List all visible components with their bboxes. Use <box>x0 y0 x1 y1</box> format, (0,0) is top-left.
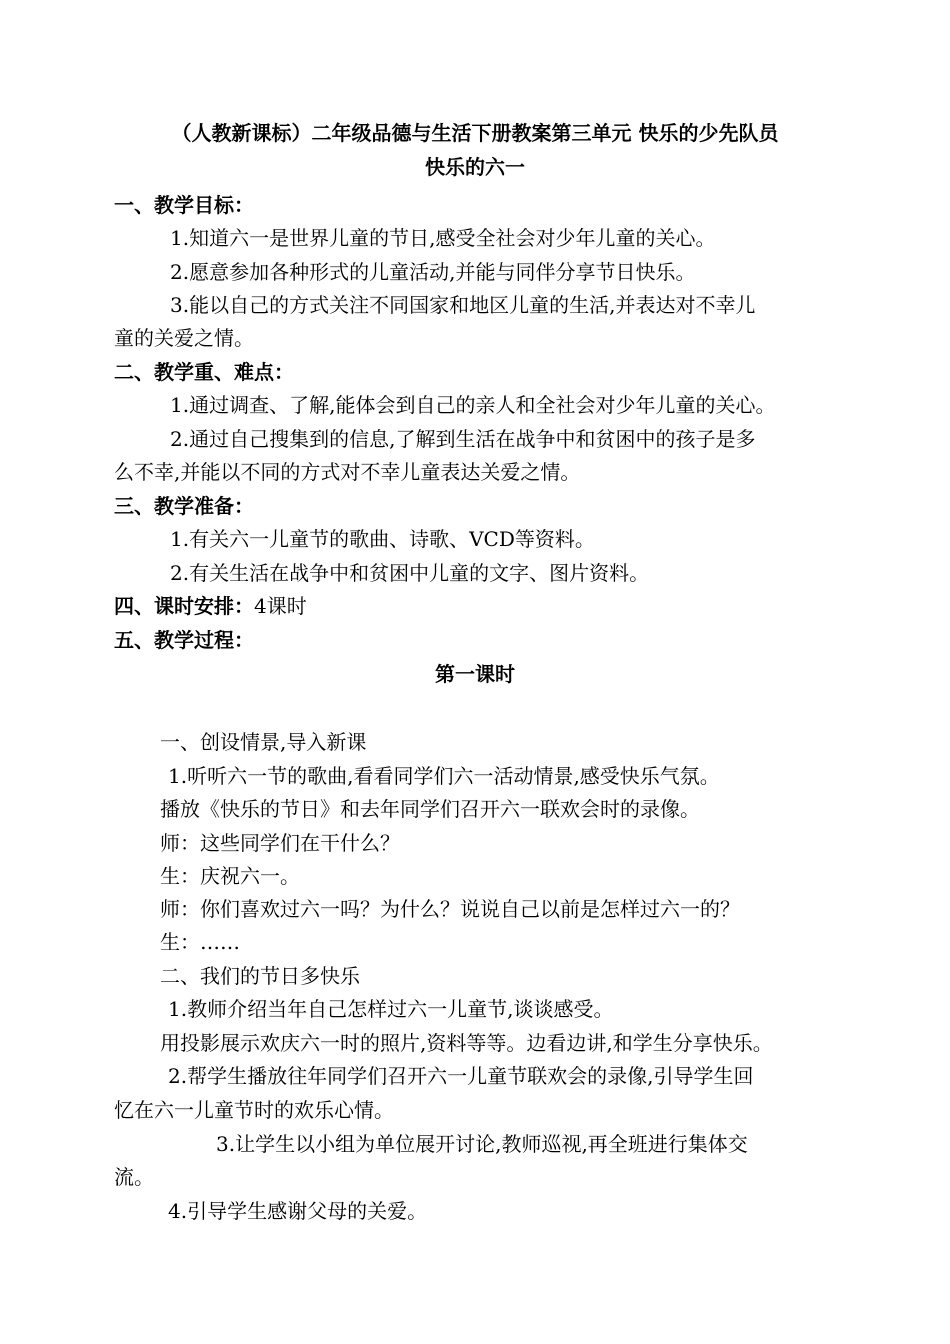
goal-item-continued: 童的关爱之情。 <box>114 326 254 350</box>
lesson-line: 2.帮学生播放往年同学们召开六一儿童节联欢会的录像,引导学生回 <box>168 1064 754 1088</box>
goal-item: 2.愿意参加各种形式的儿童活动,并能与同伴分享节日快乐。 <box>170 260 696 284</box>
lesson-line: 流。 <box>114 1165 154 1189</box>
lesson-line: 用投影展示欢庆六一时的照片,资料等等。边看边讲,和学生分享快乐。 <box>160 1031 773 1055</box>
lesson-line: 3.让学生以小组为单位展开讨论,教师巡视,再全班进行集体交 <box>216 1132 748 1156</box>
preparation-item: 2.有关生活在战争中和贫困中儿童的文字、图片资料。 <box>170 561 650 585</box>
lesson-line: 师：你们喜欢过六一吗？为什么？说说自己以前是怎样过六一的？ <box>160 897 740 921</box>
schedule-row <box>114 590 307 622</box>
lesson-line: 生：庆祝六一。 <box>160 864 300 888</box>
schedule-value: 4课时 <box>254 594 307 618</box>
lesson-line: 师：这些同学们在干什么？ <box>160 831 400 855</box>
lesson-heading: 第一课时 <box>435 662 515 686</box>
section-heading-preparation: 三、教学准备： <box>114 494 254 518</box>
lesson-line: 一、创设情景,导入新课 <box>160 730 367 754</box>
section-heading-key-points: 二、教学重、难点： <box>114 360 294 384</box>
lesson-line: 生：…… <box>160 930 240 954</box>
section-heading-schedule: 四、课时安排： <box>114 594 254 618</box>
lesson-line: 忆在六一儿童节时的欢乐心情。 <box>114 1098 394 1122</box>
lesson-line: 4.引导学生感谢父母的关爱。 <box>168 1199 428 1223</box>
preparation-item: 1.有关六一儿童节的歌曲、诗歌、VCD等资料。 <box>170 527 595 551</box>
lesson-line: 1.听听六一节的歌曲,看看同学们六一活动情景,感受快乐气氛。 <box>168 764 720 788</box>
section-heading-goals: 一、教学目标： <box>114 193 254 217</box>
document-subtitle: 快乐的六一 <box>425 155 525 179</box>
lesson-line: 二、我们的节日多快乐 <box>160 964 360 988</box>
key-point-item: 2.通过自己搜集到的信息,了解到生活在战争中和贫困中的孩子是多 <box>170 427 756 451</box>
key-point-item: 1.通过调查、了解,能体会到自己的亲人和全社会对少年儿童的关心。 <box>170 393 776 417</box>
lesson-line: 1.教师介绍当年自己怎样过六一儿童节,谈谈感受。 <box>168 997 614 1021</box>
lesson-line: 播放《快乐的节日》和去年同学们召开六一联欢会时的录像。 <box>160 797 700 821</box>
key-point-item-continued: 么不幸,并能以不同的方式对不幸儿童表达关爱之情。 <box>114 460 581 484</box>
goal-item: 3.能以自己的方式关注不同国家和地区儿童的生活,并表达对不幸儿 <box>170 293 756 317</box>
document-title: （人教新课标）二年级品德与生活下册教案第三单元 快乐的少先队员 <box>171 121 779 145</box>
section-heading-process: 五、教学过程： <box>114 628 254 652</box>
goal-item: 1.知道六一是世界儿童的节日,感受全社会对少年儿童的关心。 <box>170 226 716 250</box>
